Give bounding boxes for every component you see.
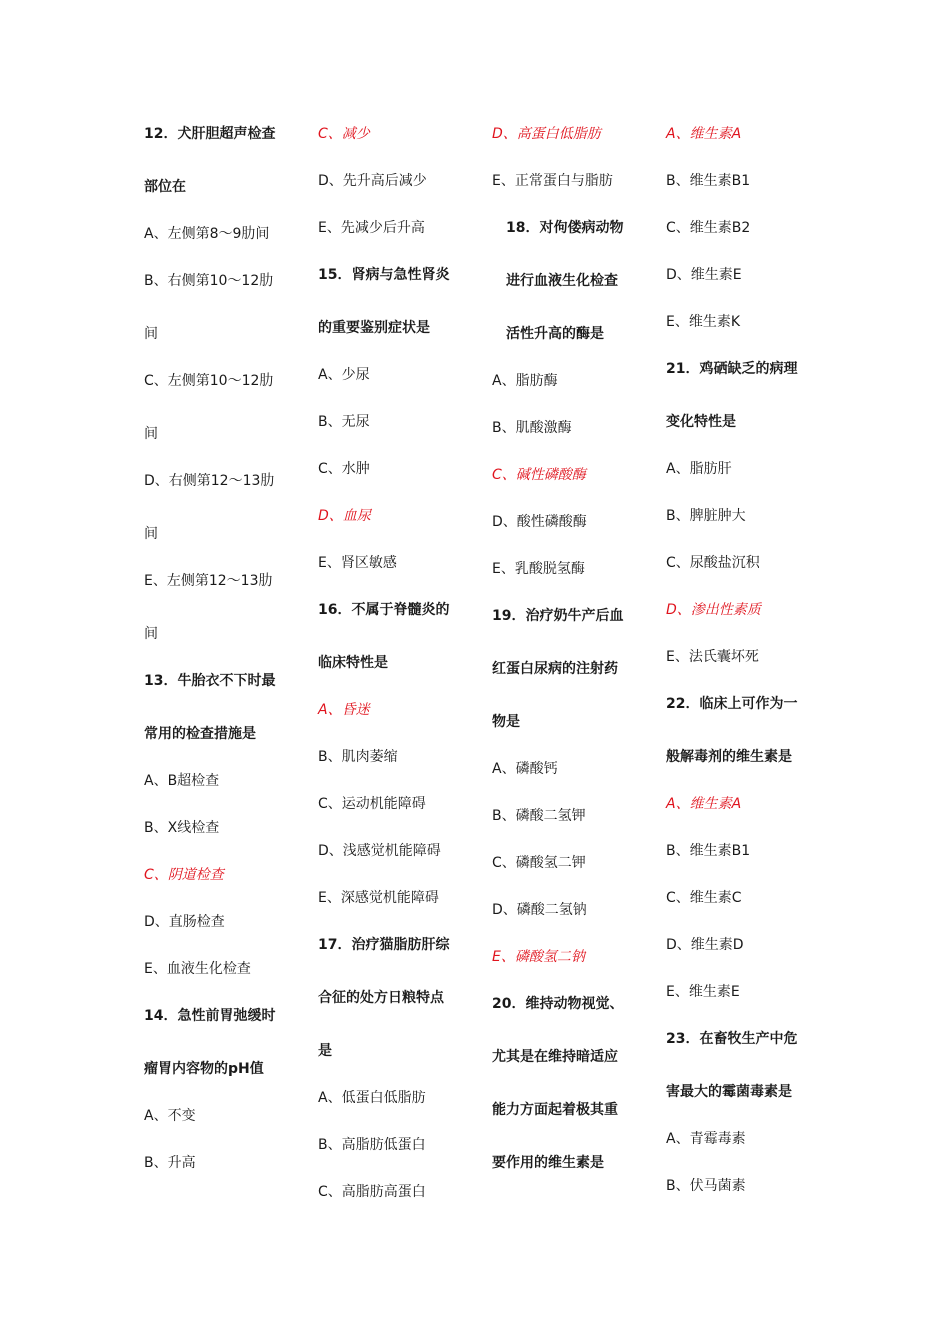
answer-option: E、磷酸氢二钠	[492, 949, 585, 965]
option-text: D、先升高后减少	[318, 173, 427, 189]
option-text: A、青霉毒素	[666, 1131, 746, 1147]
option-text: B、右侧第10～12肋	[144, 273, 274, 289]
option-text: 间	[144, 426, 158, 442]
answer-option: C、减少	[318, 126, 370, 142]
option-text: C、磷酸氢二钾	[492, 855, 586, 871]
question-text: 20．维持动物视觉、	[492, 996, 624, 1012]
option-text: E、血液生化检查	[144, 961, 251, 977]
question-text: 红蛋白尿病的注射药	[492, 661, 618, 677]
question-text: 17．治疗猫脂肪肝综	[318, 937, 450, 953]
column-2	[318, 124, 486, 1229]
answer-option: A、维生素A	[666, 796, 742, 812]
option-text: B、维生素B1	[666, 173, 751, 189]
option-text: 间	[144, 626, 158, 642]
option-text: E、先减少后升高	[318, 220, 425, 236]
question-text: 是	[318, 1043, 332, 1059]
option-text: B、高脂肪低蛋白	[318, 1137, 426, 1153]
option-text: C、维生素B2	[666, 220, 751, 236]
question-text: 进行血液生化检查	[506, 273, 618, 289]
option-text: 间	[144, 326, 158, 342]
column-3	[492, 124, 660, 1200]
question-text: 常用的检查措施是	[144, 726, 256, 742]
question-text: 23．在畜牧生产中危	[666, 1031, 798, 1047]
question-text: 害最大的霉菌毒素是	[666, 1084, 792, 1100]
option-text: B、磷酸二氢钾	[492, 808, 586, 824]
option-text: A、低蛋白低脂肪	[318, 1090, 426, 1106]
option-text: E、正常蛋白与脂肪	[492, 173, 613, 189]
option-text: E、维生素K	[666, 314, 741, 330]
option-text: 间	[144, 526, 158, 542]
answer-option: A、维生素A	[666, 126, 742, 142]
question-text: 的重要鉴别症状是	[318, 320, 430, 336]
question-text: 变化特性是	[666, 414, 736, 430]
question-text: 能力方面起着极其重	[492, 1102, 618, 1118]
option-text: A、磷酸钙	[492, 761, 558, 777]
option-text: D、直肠检查	[144, 914, 225, 930]
question-text: 要作用的维生素是	[492, 1155, 604, 1171]
question-text: 部位在	[144, 179, 186, 195]
option-text: B、升高	[144, 1155, 196, 1171]
option-text: C、左侧第10～12肋	[144, 373, 274, 389]
option-text: C、尿酸盐沉积	[666, 555, 760, 571]
answer-option: C、碱性磷酸酶	[492, 467, 586, 483]
option-text: E、左侧第12～13肋	[144, 573, 273, 589]
option-text: D、酸性磷酸酶	[492, 514, 587, 530]
option-text: C、水肿	[318, 461, 370, 477]
question-text: 19．治疗奶牛产后血	[492, 608, 624, 624]
option-text: B、无尿	[318, 414, 370, 430]
question-text: 活性升高的酶是	[506, 326, 604, 342]
option-text: B、维生素B1	[666, 843, 751, 859]
question-text: 尤其是在维持暗适应	[492, 1049, 618, 1065]
question-text: 14．急性前胃弛缓时	[144, 1008, 276, 1024]
option-text: A、脂肪酶	[492, 373, 558, 389]
option-text: D、维生素D	[666, 937, 744, 953]
question-text: 合征的处方日粮特点	[318, 990, 444, 1006]
question-text: 12．犬肝胆超声检查	[144, 126, 276, 142]
option-text: B、X线检查	[144, 820, 220, 836]
question-text: 21．鸡硒缺乏的病理	[666, 361, 798, 377]
option-text: E、乳酸脱氢酶	[492, 561, 585, 577]
option-text: D、右侧第12～13肋	[144, 473, 275, 489]
option-text: E、维生素E	[666, 984, 740, 1000]
option-text: B、肌肉萎缩	[318, 749, 398, 765]
option-text: D、维生素E	[666, 267, 742, 283]
option-text: E、法氏囊坏死	[666, 649, 759, 665]
question-text: 临床特性是	[318, 655, 388, 671]
option-text: B、肌酸激酶	[492, 420, 572, 436]
option-text: D、磷酸二氢钠	[492, 902, 587, 918]
question-text: 16．不属于脊髓炎的	[318, 602, 450, 618]
option-text: B、脾脏肿大	[666, 508, 746, 524]
option-text: D、浅感觉机能障碍	[318, 843, 441, 859]
column-4	[666, 124, 834, 1223]
answer-option: D、高蛋白低脂肪	[492, 126, 601, 142]
question-text: 18．对佝偻病动物	[506, 220, 624, 236]
option-text: E、肾区敏感	[318, 555, 397, 571]
answer-option: D、血尿	[318, 508, 371, 524]
question-text: 般解毒剂的维生素是	[666, 749, 792, 765]
option-text: C、维生素C	[666, 890, 742, 906]
question-text: 15．肾病与急性肾炎	[318, 267, 450, 283]
option-text: A、少尿	[318, 367, 370, 383]
option-text: C、高脂肪高蛋白	[318, 1184, 426, 1200]
answer-option: C、阴道检查	[144, 867, 224, 883]
option-text: A、不变	[144, 1108, 196, 1124]
column-1	[144, 124, 312, 1200]
option-text: A、左侧第8～9肋间	[144, 226, 270, 242]
question-text: 物是	[492, 714, 520, 730]
option-text: E、深感觉机能障碍	[318, 890, 439, 906]
question-text: 瘤胃内容物的pH值	[144, 1061, 264, 1077]
option-text: A、脂肪肝	[666, 461, 732, 477]
option-text: B、伏马菌素	[666, 1178, 746, 1194]
answer-option: D、渗出性素质	[666, 602, 761, 618]
answer-option: A、昏迷	[318, 702, 370, 718]
question-text: 13．牛胎衣不下时最	[144, 673, 276, 689]
option-text: A、B超检查	[144, 773, 220, 789]
question-text: 22．临床上可作为一	[666, 696, 798, 712]
option-text: C、运动机能障碍	[318, 796, 426, 812]
